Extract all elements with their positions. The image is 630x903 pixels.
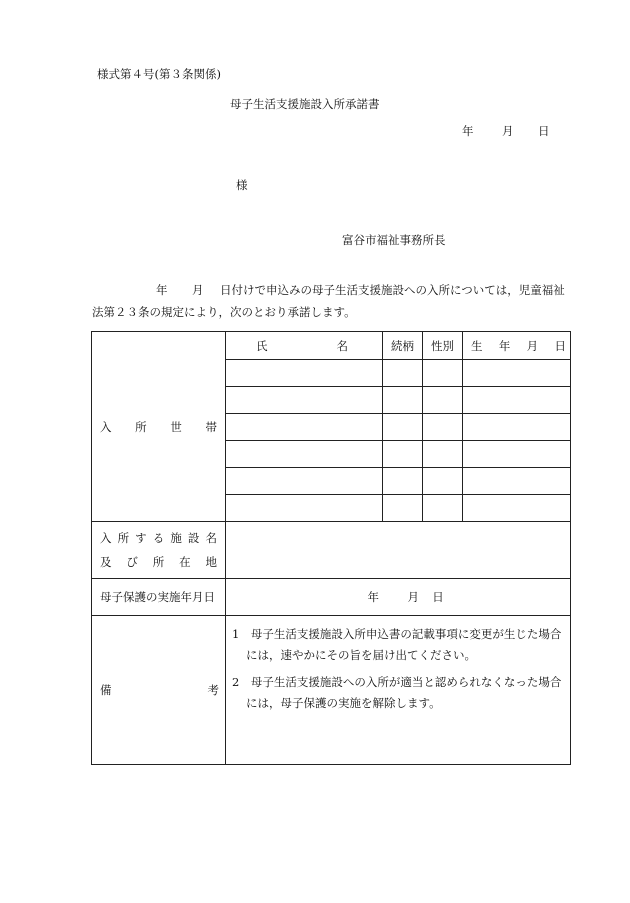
member-name-field[interactable] [226, 414, 383, 441]
remarks-cell [226, 616, 571, 765]
facility-label-line1 [100, 526, 217, 550]
remarks-label-cell [92, 616, 226, 765]
remarks-item: 1 母子生活支援施設入所申込書の記載事項に変更が生じた場合には，速やかにその旨を届け出てください。 [232, 627, 562, 662]
facility-label-char: 及 [100, 555, 112, 569]
member-name-field[interactable] [226, 468, 383, 495]
member-sex-field[interactable] [423, 468, 463, 495]
implementation-date-month: 月 [407, 590, 419, 604]
facility-label-char: る [152, 531, 165, 545]
implementation-date-year: 年 [367, 590, 379, 604]
household-label-char: 所 [135, 419, 147, 434]
header-birth-char: 月 [526, 338, 539, 353]
statement-text: 日付けで申込みの母子生活支援施設への入所については，児童福祉法第２３条の規定により，次のとおり承諾します。 [92, 283, 565, 319]
member-birth-field[interactable] [463, 441, 571, 468]
approval-table [91, 331, 571, 765]
facility-label-char: 所 [117, 531, 130, 545]
household-label-cell [92, 332, 226, 522]
header-name-char: 氏 [256, 338, 268, 353]
issue-date-day: 日 [538, 124, 550, 138]
header-sex: 性別 [423, 332, 463, 360]
member-relation-field[interactable] [383, 414, 423, 441]
member-name-field[interactable] [226, 441, 383, 468]
facility-label-char: び [126, 555, 138, 569]
facility-label-char: 名 [205, 531, 217, 545]
member-sex-field[interactable] [423, 360, 463, 387]
member-sex-field[interactable] [423, 387, 463, 414]
remarks-label-char: 備 [100, 683, 112, 697]
member-relation-field[interactable] [383, 495, 423, 522]
header-name [226, 332, 383, 360]
implementation-date-day: 日 [432, 590, 444, 604]
member-birth-field[interactable] [463, 387, 571, 414]
member-birth-field[interactable] [463, 360, 571, 387]
household-label-char: 入 [100, 419, 112, 434]
issue-date [462, 123, 550, 139]
member-birth-field[interactable] [463, 468, 571, 495]
member-birth-field[interactable] [463, 414, 571, 441]
remarks-label-char: 考 [207, 683, 219, 697]
approval-statement [92, 279, 572, 323]
header-relation: 続柄 [383, 332, 423, 360]
facility-label-cell [92, 522, 226, 579]
facility-label-char: 所 [152, 555, 165, 569]
member-sex-field[interactable] [423, 414, 463, 441]
addressee-suffix: 様 [236, 178, 248, 192]
issue-date-month: 月 [502, 124, 514, 138]
member-relation-field[interactable] [383, 468, 423, 495]
implementation-date-label: 母子保護の実施年月日 [92, 579, 226, 616]
facility-label-char: 施 [170, 531, 182, 545]
facility-label-char: す [135, 531, 147, 545]
member-name-field[interactable] [226, 387, 383, 414]
statement-year: 年 [156, 283, 168, 297]
implementation-date-field[interactable] [226, 579, 571, 616]
household-label-char: 帯 [205, 419, 217, 434]
member-sex-field[interactable] [423, 495, 463, 522]
member-name-field[interactable] [226, 360, 383, 387]
facility-label-char: 在 [179, 555, 191, 569]
header-birth [463, 332, 571, 360]
header-birth-char: 年 [498, 338, 511, 353]
facility-field[interactable] [226, 522, 571, 579]
header-birth-char: 生 [471, 338, 483, 353]
issue-date-year: 年 [462, 124, 474, 138]
member-sex-field[interactable] [423, 441, 463, 468]
form-number: 様式第４号(第３条関係) [97, 67, 221, 81]
member-relation-field[interactable] [383, 387, 423, 414]
facility-label-line2 [100, 550, 217, 574]
facility-label-char: 入 [100, 531, 112, 545]
household-label-char: 世 [170, 419, 182, 434]
header-birth-char: 日 [554, 338, 566, 353]
member-name-field[interactable] [226, 495, 383, 522]
statement-month: 月 [192, 283, 204, 297]
member-relation-field[interactable] [383, 360, 423, 387]
facility-label-char: 設 [187, 531, 200, 545]
document-title: 母子生活支援施設入所承諾書 [230, 97, 380, 111]
member-birth-field[interactable] [463, 495, 571, 522]
remarks-item: 2 母子生活支援施設への入所が適当と認められなくなった場合には，母子保護の実施を解除します。 [232, 675, 562, 710]
member-relation-field[interactable] [383, 441, 423, 468]
header-name-char: 名 [336, 338, 348, 353]
facility-label-char: 地 [205, 555, 217, 569]
issuer-name: 富谷市福祉事務所長 [342, 233, 446, 247]
